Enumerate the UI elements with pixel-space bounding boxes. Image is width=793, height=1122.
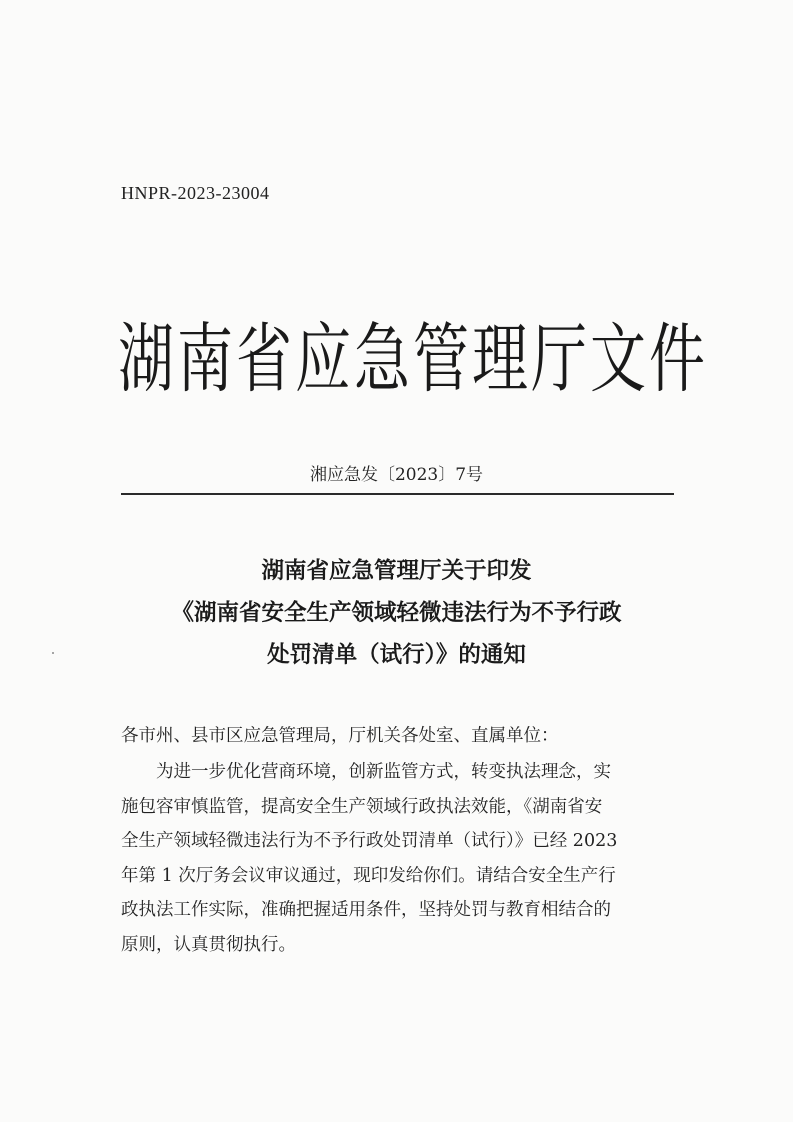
title-line-2: 《湖南省安全生产领域轻微违法行为不予行政 [171,600,622,626]
title-line-3: 处罚清单（试行）》的通知 [267,642,526,668]
recipients-line: 各市州、县市区应急管理局，厅机关各处室、直属单位： [121,726,559,746]
title-line-1: 湖南省应急管理厅关于印发 [261,558,532,584]
header-separator-line [121,493,674,495]
document-number: 湘应急发〔2023〕7号 [309,465,484,485]
body-line: 全生产领域轻微违法行为不予行政处罚清单（试行）》已经 2023 [121,831,618,852]
scan-speck [52,652,54,654]
body-line: 政执法工作实际，准确把握适用条件，坚持处罚与教育相结合的 [121,900,611,921]
document-code: HNPR-2023-23004 [121,183,270,203]
issuing-authority-header: 湖南省应急管理厅文件 [118,316,708,404]
body-line: 年第 1 次厅务会议审议通过，现印发给你们。请结合安全生产行 [121,865,616,886]
body-line: 为进一步优化营商环境，创新监管方式，转变执法理念，实 [156,762,611,782]
body-paragraph [121,755,677,963]
document-title [110,550,683,676]
body-line: 施包容审慎监管，提高安全生产领域行政执法效能，《湖南省安 [121,796,603,817]
body-line: 原则，认真贯彻执行。 [121,934,296,955]
